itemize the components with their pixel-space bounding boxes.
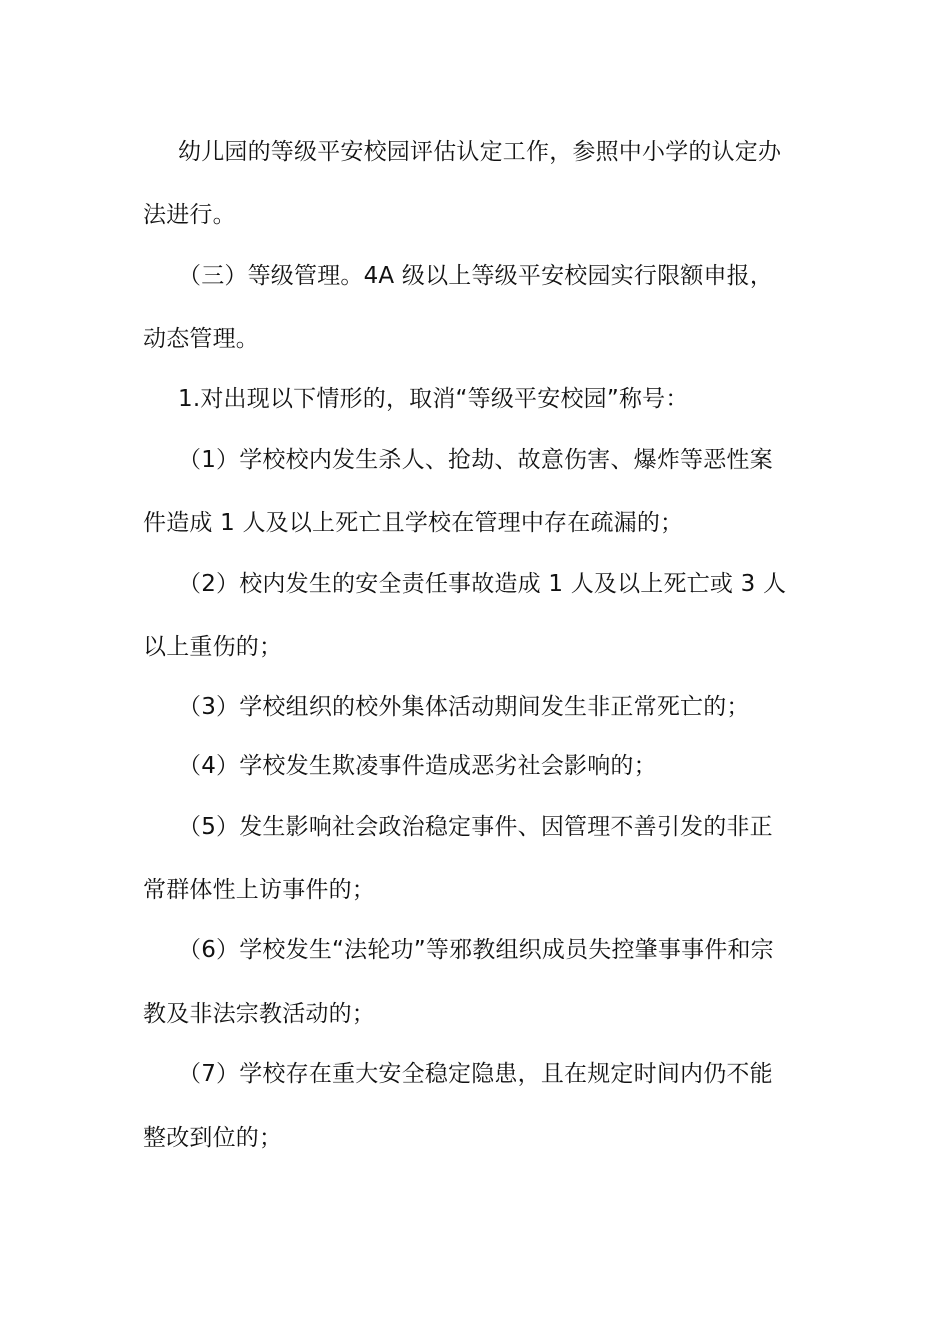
- list-item-5-line-2: 常群体性上访事件的；: [143, 877, 375, 903]
- list-item-3: （3）学校组织的校外集体活动期间发生非正常死亡的；: [178, 694, 750, 720]
- list-item-4: （4）学校发生欺凌事件造成恶劣社会影响的；: [178, 753, 657, 779]
- paragraph-revocation-intro: 1.对出现以下情形的，取消“等级平安校园”称号：: [178, 386, 689, 412]
- paragraph-kindergarten-line-1: 幼儿园的等级平安校园评估认定工作，参照中小学的认定办: [178, 139, 782, 165]
- list-item-7-line-1: （7）学校存在重大安全稳定隐患，且在规定时间内仍不能: [178, 1061, 773, 1087]
- paragraph-grade-management-line-2: 动态管理。: [143, 326, 259, 352]
- paragraph-kindergarten-line-2: 法进行。: [143, 202, 236, 228]
- list-item-2-line-2: 以上重伤的；: [143, 634, 283, 660]
- list-item-2-line-1: （2）校内发生的安全责任事故造成 1 人及以上死亡或 3 人: [178, 571, 787, 597]
- list-item-6-line-2: 教及非法宗教活动的；: [143, 1001, 375, 1027]
- list-item-1-line-2: 件造成 1 人及以上死亡且学校在管理中存在疏漏的；: [143, 510, 684, 536]
- list-item-7-line-2: 整改到位的；: [143, 1125, 283, 1151]
- paragraph-grade-management-line-1: （三）等级管理。4A 级以上等级平安校园实行限额申报，: [178, 263, 774, 289]
- list-item-1-line-1: （1）学校校内发生杀人、抢劫、故意伤害、爆炸等恶性案: [178, 447, 773, 473]
- list-item-5-line-1: （5）发生影响社会政治稳定事件、因管理不善引发的非正: [178, 814, 773, 840]
- list-item-6-line-1: （6）学校发生“法轮功”等邪教组织成员失控肇事事件和宗: [178, 937, 774, 963]
